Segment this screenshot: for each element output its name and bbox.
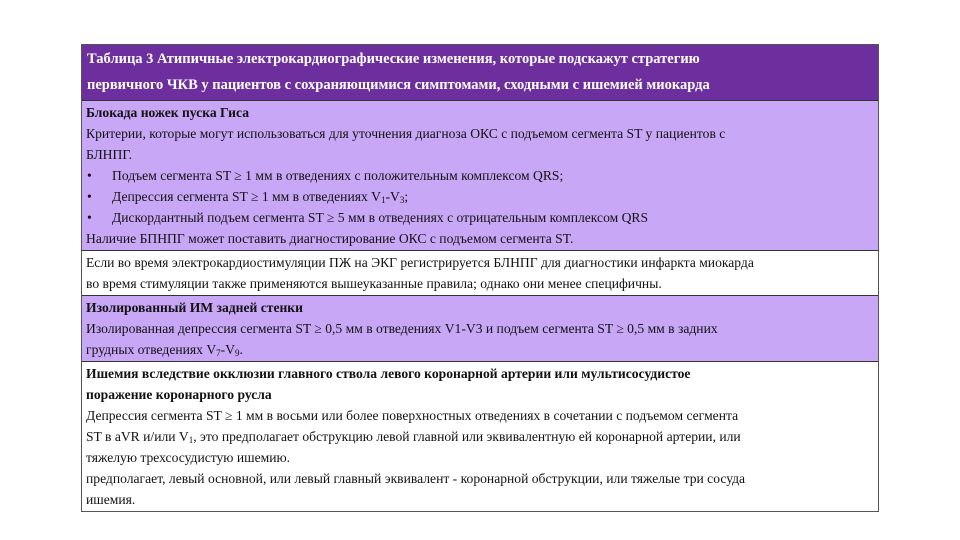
criteria-bullet-1 xyxy=(86,165,873,186)
bullet-text xyxy=(112,186,408,207)
section-left-main-ischemia xyxy=(82,362,878,511)
ischemia-text-line-4: предполагает, левый основной, или левый главный эквивалент - коронарной обструкции, или тяжелые три сосуда xyxy=(86,471,746,486)
subscript-lead: 1 xyxy=(381,195,386,205)
bullet-marker: • xyxy=(87,210,92,225)
bullet-text-suffix: ; xyxy=(404,189,409,204)
posterior-text-mid: -V xyxy=(220,342,236,357)
criteria-bullet-3 xyxy=(86,207,873,228)
criteria-bullet-2 xyxy=(86,186,873,207)
subscript-lead: 9 xyxy=(235,348,240,358)
posterior-text-line-1: Изолированная депрессия сегмента ST ≥ 0,5 мм в отведениях V1-V3 и подъем сегмента ST ≥ 0,5 мм в задних xyxy=(86,321,718,336)
bullet-text: Подъем сегмента ST ≥ 1 мм в отведениях с положительным комплексом QRS; xyxy=(112,168,564,183)
bullet-text-mid: -V xyxy=(385,189,400,204)
table-title-line-2: первичного ЧКВ у пациентов с сохраняющимися симптомами, сходными с ишемией миокарда xyxy=(87,77,710,93)
criteria-intro-line-2: БЛНПГ. xyxy=(86,147,133,162)
ischemia-text-line-1: Депрессия сегмента ST ≥ 1 мм в восьми или более поверхностных отведениях в сочетании с подъемом сегмента xyxy=(86,408,739,423)
section-posterior-mi xyxy=(82,296,878,362)
ecg-changes-table xyxy=(81,44,879,512)
bullet-text-prefix: Депрессия сегмента ST ≥ 1 мм в отведениях V xyxy=(112,189,381,204)
ischemia-text-suffix: , это предполагает обструкцию левой главной или эквивалентную ей коронарной артерии, или xyxy=(193,429,741,444)
ischemia-text-line-3: тяжелую трехсосудистую ишемию. xyxy=(86,450,291,465)
section-pacing xyxy=(82,251,878,296)
subscript-lead: 1 xyxy=(188,435,194,445)
subscript-lead: 3 xyxy=(399,195,405,205)
ischemia-text-prefix: ST в aVR и/или V xyxy=(86,429,189,444)
section-heading-line-1: Ишемия вследствие окклюзии главного ствола левого коронарной артерии или мультисосудистое xyxy=(86,366,691,381)
bullet-marker: • xyxy=(87,189,92,204)
bullet-text: Дискордантный подъем сегмента ST ≥ 5 мм в отведениях с отрицательным комплексом QRS xyxy=(112,210,649,225)
section-heading-line-2: поражение коронарного русла xyxy=(86,387,272,402)
pacing-text-line-1: Если во время электрокардиостимуляции ПЖ на ЭКГ регистрируется БЛНПГ для диагностики инфаркта миокарда xyxy=(86,255,754,270)
section-heading: Блокада ножек пуска Гиса xyxy=(86,105,249,120)
section-heading: Изолированный ИМ задней стенки xyxy=(86,300,303,315)
table-title xyxy=(82,45,878,101)
ischemia-text-line-2 xyxy=(86,426,873,447)
pacing-text-line-2: во время стимуляции также применяются вышеуказанные правила; однако они менее специфичны. xyxy=(86,276,662,291)
criteria-conclusion: Наличие БПНПГ может поставить диагностирование ОКС с подъемом сегмента ST. xyxy=(86,231,574,246)
posterior-text-suffix: . xyxy=(239,342,243,357)
bullet-marker: • xyxy=(87,168,92,183)
table-title-line-1: Таблица 3 Атипичные электрокардиографические изменения, которые подскажут стратегию xyxy=(87,51,700,67)
section-bundle-branch-block xyxy=(82,101,878,251)
criteria-intro-line-1: Критерии, которые могут использоваться для уточнения диагноза ОКС с подъемом сегмента ST у пациентов с xyxy=(86,126,726,141)
ischemia-text-line-5: ишемия. xyxy=(86,492,136,507)
posterior-text-prefix: грудных отведениях V xyxy=(86,342,217,357)
subscript-lead: 7 xyxy=(216,348,221,358)
posterior-text-line-2 xyxy=(86,339,873,360)
